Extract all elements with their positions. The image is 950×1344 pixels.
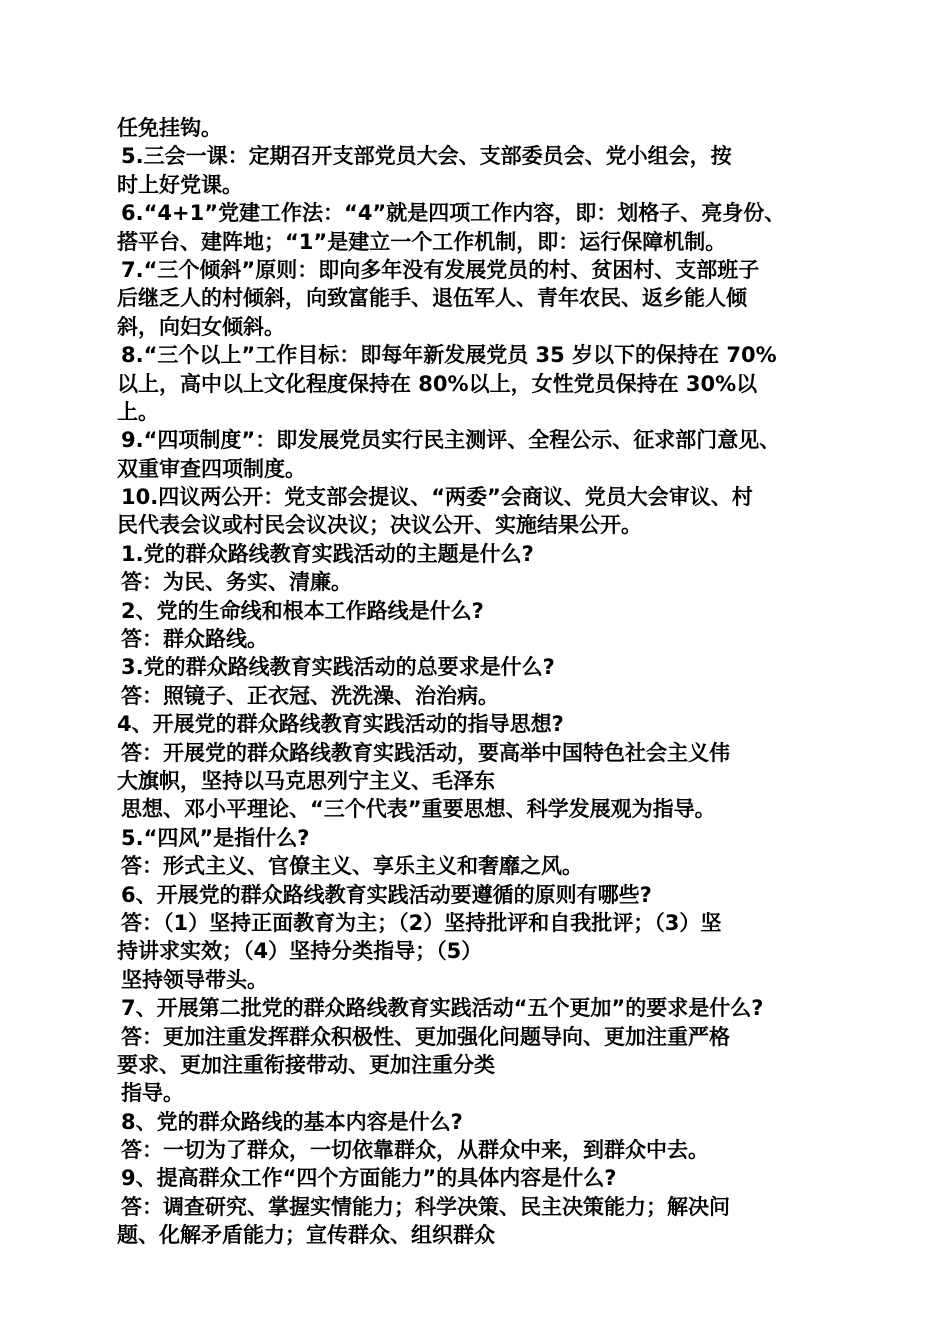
text-line: 1.党的群众路线教育实践活动的主题是什么? [121, 541, 534, 566]
text-line: 8、党的群众路线的基本内容是什么? [121, 1109, 463, 1134]
text-line: 双重审查四项制度。 [117, 456, 306, 481]
text-line: 时上好党课。 [117, 172, 243, 197]
text-line: 答：形式主义、官僚主义、享乐主义和奢靡之风。 [121, 854, 583, 879]
text-line: 答：照镜子、正衣冠、洗洗澡、治治病。 [121, 683, 499, 708]
text-line: 题、化解矛盾能力；宣传群众、组织群众 [117, 1223, 495, 1248]
text-line: 坚持领导带头。 [121, 967, 268, 992]
text-line: 要求、更加注重衔接带动、更加注重分类 [117, 1052, 495, 1077]
text-line: 10.四议两公开：党支部会提议、“两委”会商议、党员大会审议、村 [121, 485, 753, 510]
text-line: 答：为民、务实、清廉。 [121, 570, 352, 595]
text-line: 大旗帜，坚持以马克思列宁主义、毛泽东 [117, 768, 495, 793]
text-line: 4、开展党的群众路线教育实践活动的指导思想? [117, 712, 564, 737]
text-line: 斜，向妇女倾斜。 [117, 314, 285, 339]
text-line: 答：更加注重发挥群众积极性、更加强化问题导向、更加注重严格 [121, 1024, 730, 1049]
text-line: 以上，高中以上文化程度保持在 80%以上，女性党员保持在 30%以 [117, 371, 758, 396]
text-line: 2、党的生命线和根本工作路线是什么? [121, 598, 484, 623]
document-body [117, 114, 839, 1250]
text-line: 后继乏人的村倾斜，向致富能手、退伍军人、青年农民、返乡能人倾 [117, 286, 747, 311]
text-line: 答：（1）坚持正面教育为主；（2）坚持批评和自我批评；（3）坚 [121, 910, 722, 935]
text-line: 答：群众路线。 [121, 627, 268, 652]
text-line: 9.“四项制度”：即发展党员实行民主测评、全程公示、征求部门意见、 [121, 428, 781, 453]
text-line: 答：开展党的群众路线教育实践活动，要高举中国特色社会主义伟 [121, 740, 730, 765]
text-line: 5.“四风”是指什么? [121, 825, 310, 850]
text-line: 答：一切为了群众，一切依靠群众，从群众中来，到群众中去。 [121, 1138, 709, 1163]
text-line: 搭平台、建阵地；“1”是建立一个工作机制，即：运行保障机制。 [117, 229, 727, 254]
text-line: 指导。 [121, 1081, 184, 1106]
text-line: 8.“三个以上”工作目标：即每年新发展党员 35 岁以下的保持在 70% [121, 343, 777, 368]
text-line: 7、开展第二批党的群众路线教育实践活动“五个更加”的要求是什么? [121, 996, 764, 1021]
text-line: 3.党的群众路线教育实践活动的总要求是什么? [121, 655, 555, 680]
text-line: 上。 [117, 399, 159, 424]
text-line: 持讲求实效；（4）坚持分类指导；（5） [117, 939, 483, 964]
text-line: 思想、邓小平理论、“三个代表”重要思想、科学发展观为指导。 [121, 797, 716, 822]
text-line: 任免挂钩。 [117, 116, 222, 140]
text-line: 6、开展党的群众路线教育实践活动要遵循的原则有哪些? [121, 882, 652, 907]
text-line: 9、提高群众工作“四个方面能力”的具体内容是什么? [121, 1166, 617, 1191]
text-line: 5.三会一课：定期召开支部党员大会、支部委员会、党小组会，按 [121, 144, 732, 169]
text-line: 民代表会议或村民会议决议；决议公开、实施结果公开。 [117, 513, 642, 538]
text-line: 6.“4+1”党建工作法：“4”就是四项工作内容，即：划格子、亮身份、 [121, 201, 786, 226]
text-line: 7.“三个倾斜”原则：即向多年没有发展党员的村、贫困村、支部班子 [121, 257, 760, 282]
text-line: 答：调查研究、掌握实情能力；科学决策、民主决策能力；解决问 [121, 1194, 730, 1219]
